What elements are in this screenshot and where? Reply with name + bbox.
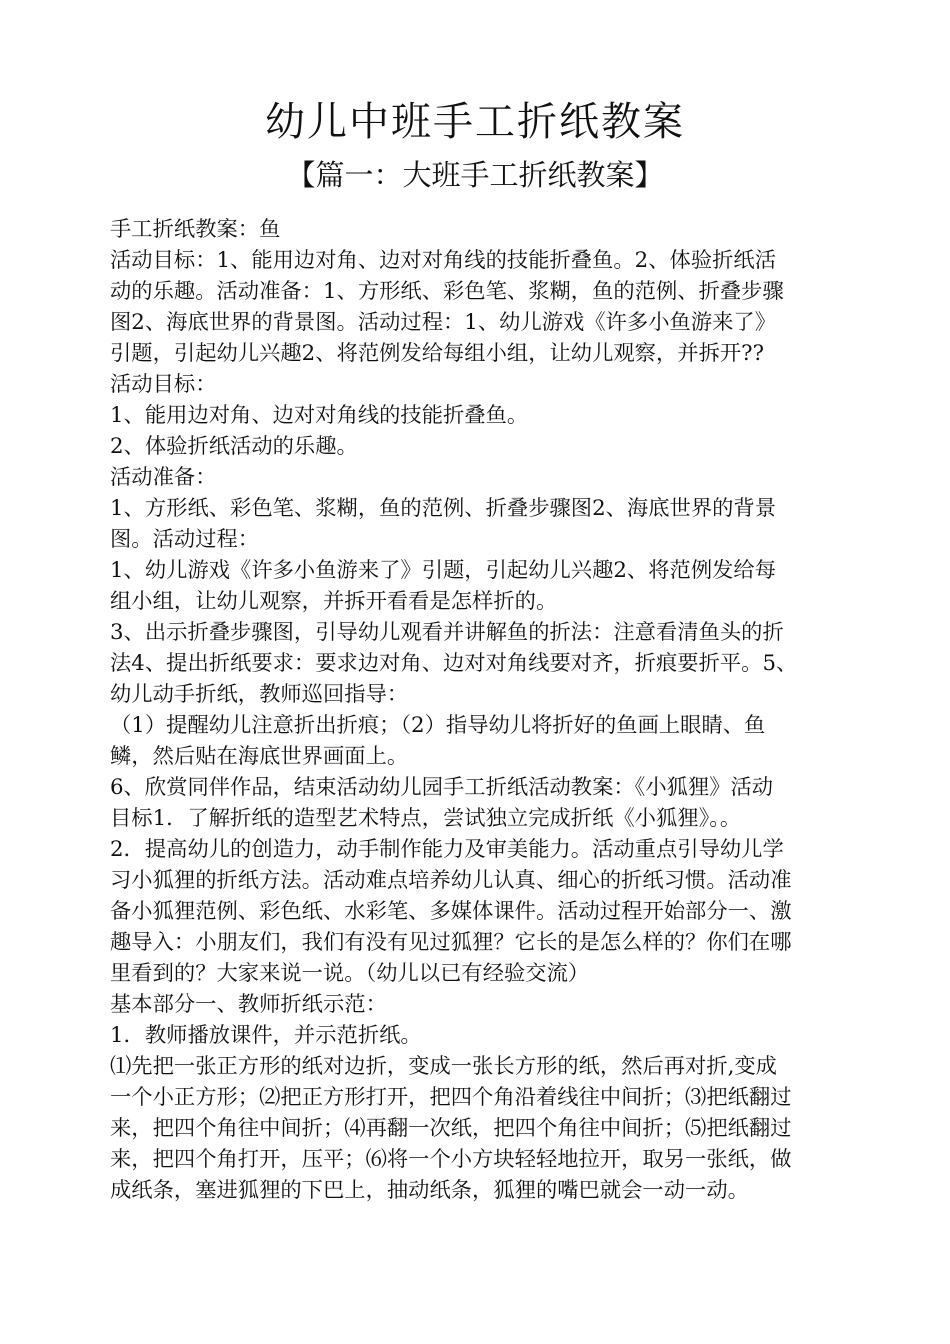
document-subtitle: 【篇一：大班手工折纸教案】 [286,158,664,192]
body-text-line: 图2、海底世界的背景图。活动过程：1、幼儿游戏《许多小鱼游来了》 [110,310,777,335]
body-text-line: 活动目标： [110,372,217,397]
body-text-line: 2．提高幼儿的创造力，动手制作能力及审美能力。活动重点引导幼儿学 [110,837,784,862]
body-text-line: （1）提醒幼儿注意折出折痕；（2）指导幼儿将折好的鱼画上眼睛、鱼 [110,713,766,738]
body-text-line: 2、体验折纸活动的乐趣。 [110,434,358,459]
body-text-line: 法4、提出折纸要求：要求边对角、边对对角线要对齐，折痕要折平。5、 [110,651,798,676]
body-text-line: 1．教师播放课件，并示范折纸。 [110,1023,422,1048]
body-text-line: 引题，引起幼儿兴趣2、将范例发给每组小组，让幼儿观察，并拆开?? [110,341,764,366]
body-text-line: 活动准备： [110,465,217,490]
document-title: 幼儿中班手工折纸教案 [265,99,685,145]
body-text-line: 来，把四个角打开，压平；⑹将一个小方块轻轻地拉开，取另一张纸，做 [110,1147,792,1172]
body-text-line: 幼儿动手折纸，教师巡回指导： [110,682,409,707]
body-text-line: 1、方形纸、彩色笔、浆糊，鱼的范例、折叠步骤图2、海底世界的背景 [110,496,777,521]
body-text-line: 里看到的？大家来说一说。（幼儿以已有经验交流） [110,961,590,986]
body-text-line: 鳞，然后贴在海底世界画面上。 [110,744,409,769]
body-text-line: 6、欣赏同伴作品，结束活动幼儿园手工折纸活动教案：《小狐狸》活动 [110,775,774,800]
body-text-line: 组小组，让幼儿观察，并拆开看看是怎样折的。 [110,589,558,614]
body-text-line: 趣导入：小朋友们，我们有没有见过狐狸？它长的是怎么样的？你们在哪 [110,930,792,955]
document-body [110,214,858,1206]
body-text-line: 手工折纸教案：鱼 [110,217,281,242]
body-text-line: 图。活动过程： [110,527,260,552]
body-text-line: 1、能用边对角、边对对角线的技能折叠鱼。 [110,403,529,428]
body-text-line: 成纸条，塞进狐狸的下巴上，抽动纸条，狐狸的嘴巴就会一动一动。 [110,1178,749,1203]
body-text-line: 来，把四个角往中间折；⑷再翻一次纸，把四个角往中间折；⑸把纸翻过 [110,1116,792,1141]
body-text-line: 动的乐趣。活动准备：1、方形纸、彩色笔、浆糊，鱼的范例、折叠步骤 [110,279,784,304]
body-text-line: 1、幼儿游戏《许多小鱼游来了》引题，引起幼儿兴趣2、将范例发给每 [110,558,777,583]
body-text-line: 活动目标：1、能用边对角、边对对角线的技能折叠鱼。2、体验折纸活 [110,248,777,273]
body-text-line: 目标1．了解折纸的造型艺术特点，尝试独立完成折纸《小狐狸》。。 [110,806,742,831]
body-text-line: 3、出示折叠步骤图，引导幼儿观看并讲解鱼的折法：注意看清鱼头的折 [110,620,784,645]
body-text-line: 备小狐狸范例、彩色纸、水彩笔、多媒体课件。活动过程开始部分一、激 [110,899,792,924]
body-text-line: 习小狐狸的折纸方法。活动难点培养幼儿认真、细心的折纸习惯。活动准 [110,868,792,893]
body-text-line: 基本部分一、教师折纸示范： [110,992,387,1017]
body-text-line: 一个小正方形；⑵把正方形打开，把四个角沿着线往中间折；⑶把纸翻过 [110,1085,792,1110]
body-text-line: ⑴先把一张正方形的纸对边折，变成一张长方形的纸，然后再对折,变成 [110,1054,777,1079]
